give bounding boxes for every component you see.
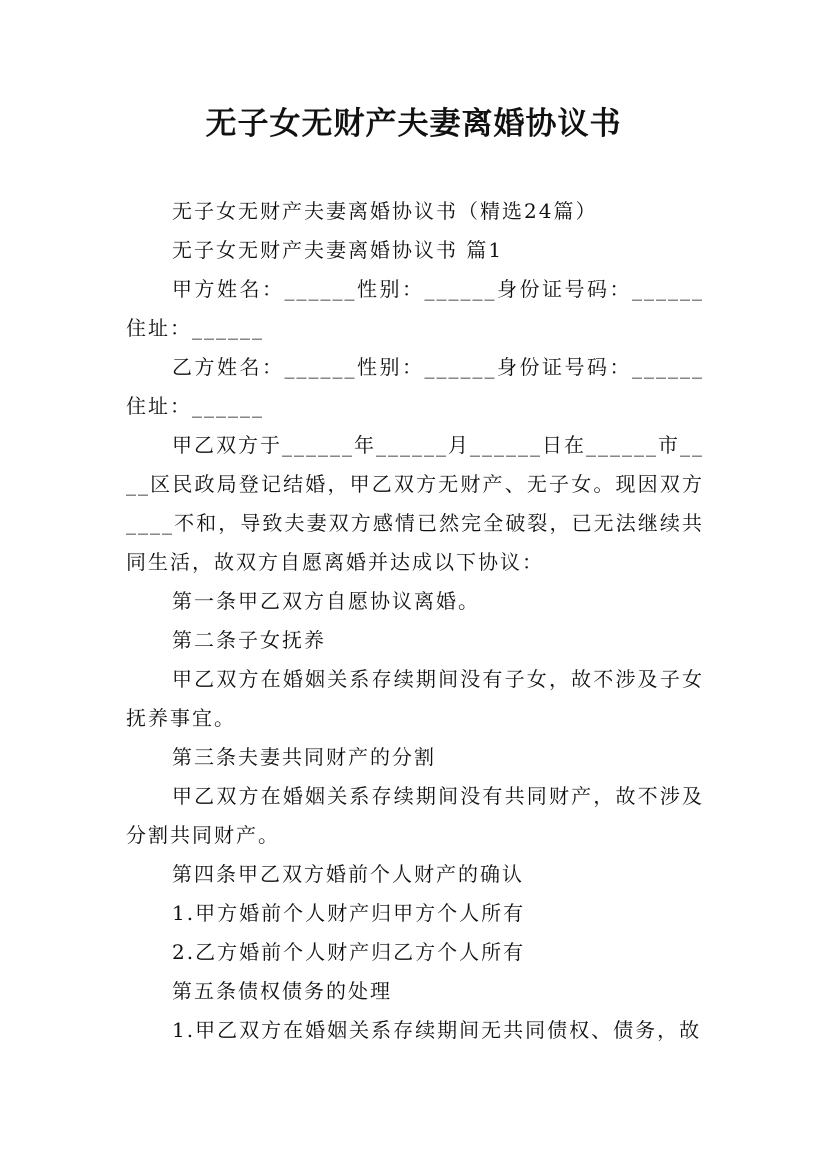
paragraph-article-1: 第一条甲乙双方自愿协议离婚。 [172,589,480,613]
paragraph-article-5-item-1: 1.甲乙双方在婚姻关系存续期间无共同债权、债务，故 [172,1018,702,1042]
paragraph-article-3-body: 甲乙双方在婚姻关系存续期间没有共同财产，故不涉及分割共同财产。 [126,784,704,847]
document-body [126,192,704,1050]
paragraph-article-4-item-1: 1.甲方婚前个人财产归甲方个人所有 [172,901,526,925]
paragraph-party-b-info: 乙方姓名：______性别：______身份证号码：______住址：______ [126,355,704,418]
paragraph-subtitle: 无子女无财产夫妻离婚协议书（精选24篇） [172,199,598,223]
paragraph-article-4-item-2: 2.乙方婚前个人财产归乙方个人所有 [172,940,526,964]
paragraph-section-heading: 无子女无财产夫妻离婚协议书 篇1 [172,238,504,262]
paragraph-marriage-statement: 甲乙双方于______年______月______日在______市____区民政局登记结婚，甲乙双方无财产、无子女。现因双方____不和，导致夫妻双方感情已然完全破裂，已无法继续共同生活，故双方自愿离婚并达成以下协议： [126,433,704,574]
paragraph-article-4-heading: 第四条甲乙双方婚前个人财产的确认 [172,862,524,886]
paragraph-article-2-body: 甲乙双方在婚姻关系存续期间没有子女，故不涉及子女抚养事宜。 [126,667,704,730]
paragraph-article-2-heading: 第二条子女抚养 [172,628,326,652]
paragraph-article-3-heading: 第三条夫妻共同财产的分割 [172,745,436,769]
paragraph-article-5-heading: 第五条债权债务的处理 [172,979,392,1003]
document-title: 无子女无财产夫妻离婚协议书 [205,106,622,142]
paragraph-party-a-info: 甲方姓名：______性别：______身份证号码：______住址：______ [126,277,704,340]
